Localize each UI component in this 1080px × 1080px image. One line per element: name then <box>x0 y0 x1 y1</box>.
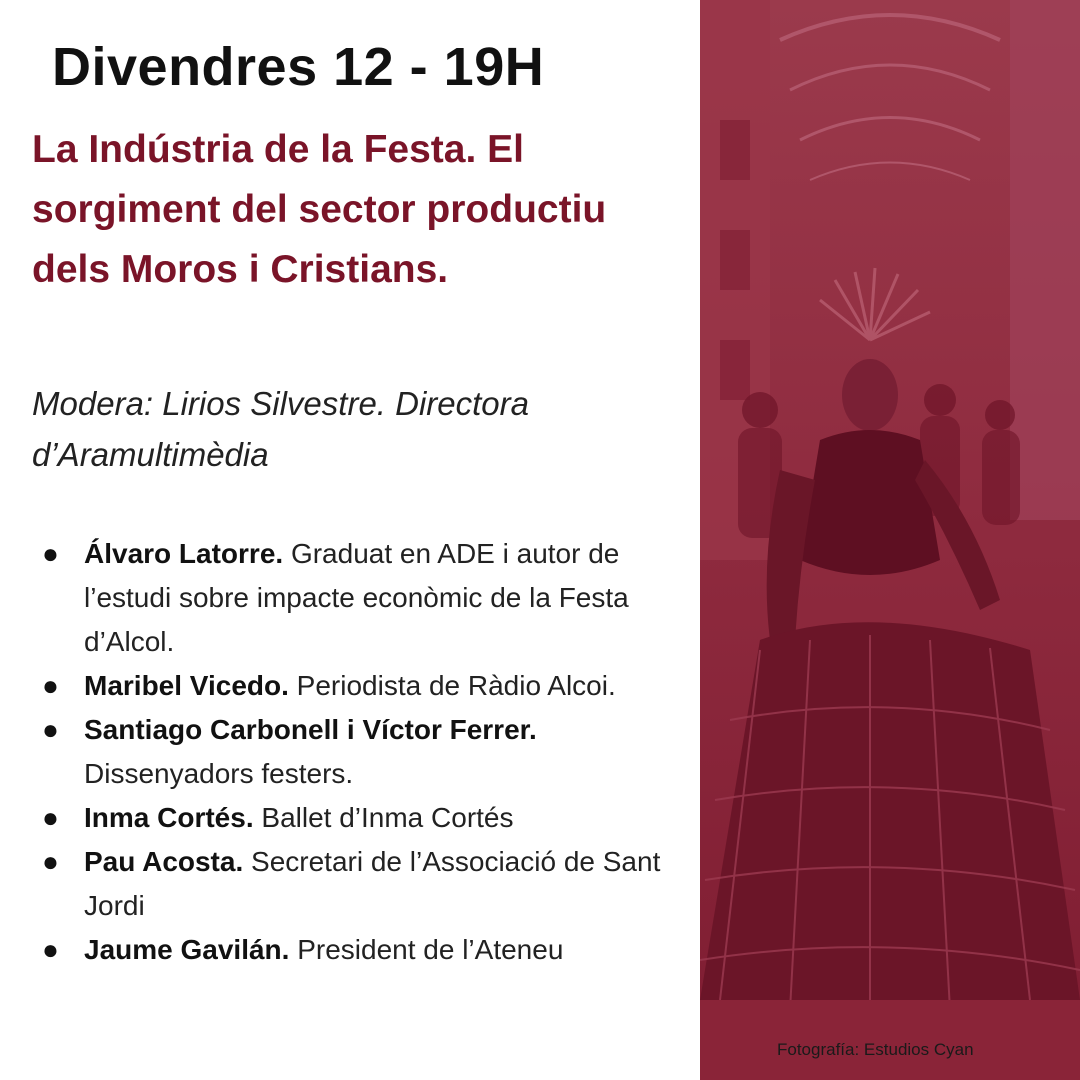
event-title: La Indústria de la Festa. El sorgiment del sector productiu dels Moros i Cristians. <box>32 128 607 291</box>
list-item <box>40 708 680 796</box>
bullet-icon: ● <box>42 846 59 877</box>
list-item <box>40 796 680 840</box>
bullet-icon: ● <box>42 934 59 965</box>
speaker-name: Álvaro Latorre. <box>84 538 284 569</box>
bullet-icon: ● <box>42 714 59 745</box>
speaker-desc: Graduat en ADE i autor de l’estudi sobre impacte econòmic de la Festa d’Alcol. <box>84 538 629 657</box>
speaker-list <box>40 532 680 972</box>
speaker-name: Jaume Gavilán. <box>84 934 290 965</box>
photo-credit: Fotografía: Estudios Cyan <box>777 1040 974 1059</box>
list-item <box>40 532 680 664</box>
bullet-icon: ● <box>42 538 59 569</box>
list-item <box>40 664 680 708</box>
list-item <box>40 840 680 928</box>
speaker-desc: Secretari de l’Associació de Sant Jordi <box>84 846 661 921</box>
festival-parade-photo-illustration <box>700 0 1080 1080</box>
speaker-desc: Ballet d’Inma Cortés <box>253 802 514 833</box>
speaker-desc: Periodista de Ràdio Alcoi. <box>288 670 616 701</box>
speaker-name: Santiago Carbonell i Víctor Ferrer. <box>84 714 537 745</box>
speaker-desc: President de l’Ateneu <box>289 934 564 965</box>
speaker-name: Pau Acosta. <box>84 846 244 877</box>
moderator-line: Modera: Lirios Silvestre. Directora d’Aramultimèdia <box>32 385 529 473</box>
speaker-name: Inma Cortés. <box>84 802 254 833</box>
speaker-name: Maribel Vicedo. <box>84 670 289 701</box>
list-item <box>40 928 680 972</box>
bullet-icon: ● <box>42 802 59 833</box>
festival-photo <box>700 0 1080 1080</box>
bullet-icon: ● <box>42 670 59 701</box>
speaker-desc: Dissenyadors festers. <box>84 758 354 789</box>
event-date: Divendres 12 - 19H <box>52 37 545 97</box>
